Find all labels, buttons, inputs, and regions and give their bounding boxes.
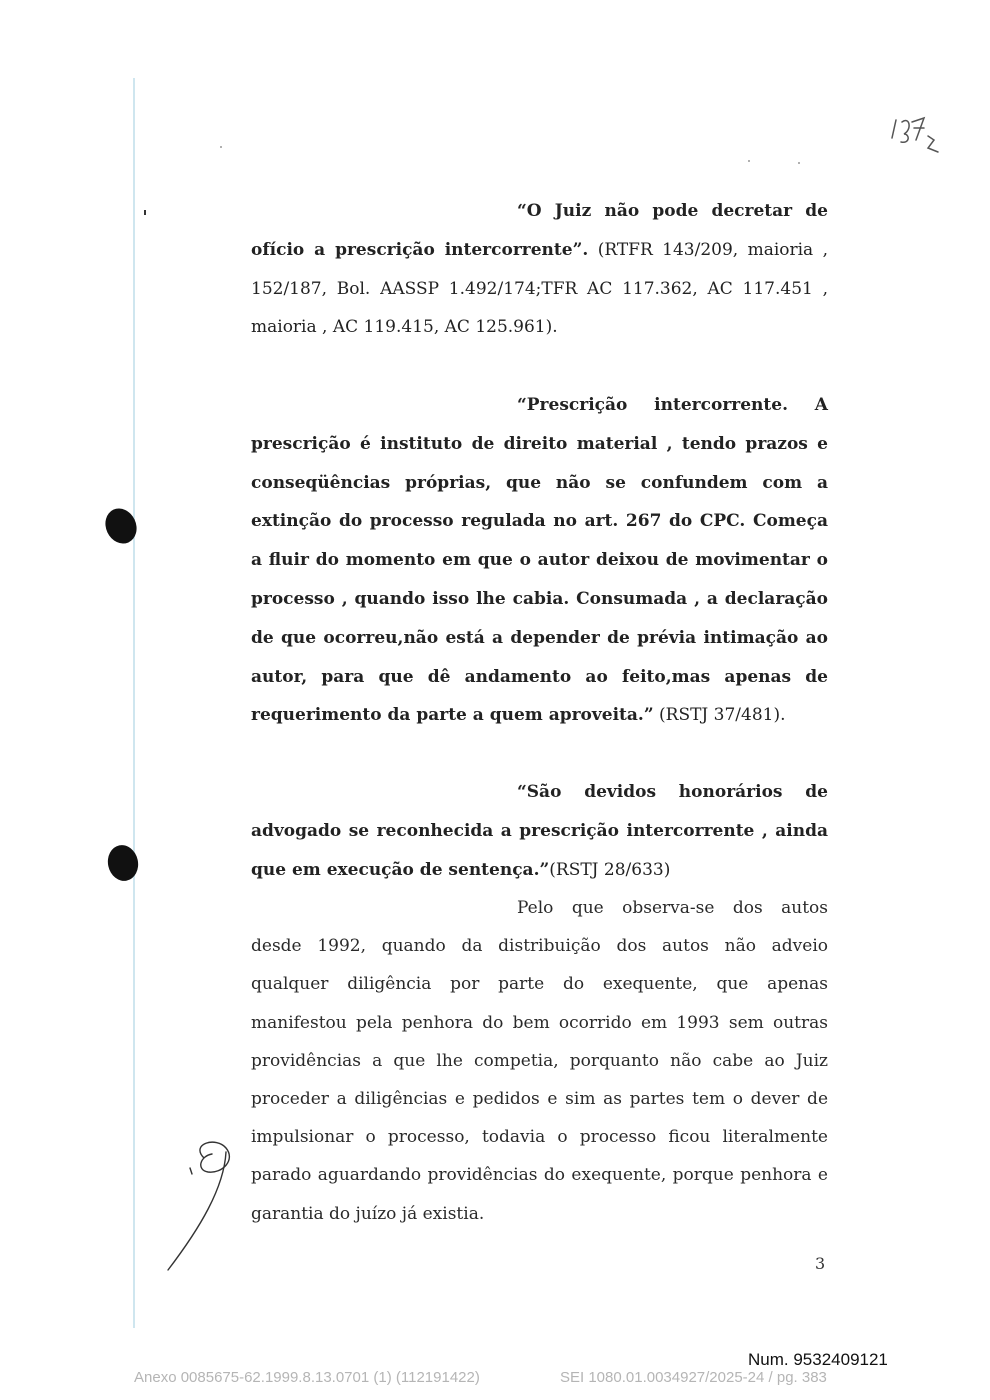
punch-hole-upper xyxy=(100,503,142,548)
argument-paragraph xyxy=(251,889,828,1233)
jurisprudence-quote-2 xyxy=(251,386,828,735)
speck xyxy=(220,146,222,148)
margin-mark xyxy=(144,210,146,215)
page-number: 3 xyxy=(815,1254,826,1273)
speck xyxy=(798,162,800,164)
document-number: Num. 9532409121 xyxy=(748,1350,888,1369)
speck xyxy=(748,160,750,162)
quote-2-text: “Prescrição intercorrente. A prescrição é instituto de direito material , tendo prazos e conseqüências próprias, que não se confundem com a extinção do processo regulada no art. 267 do CPC. Começa a fluir do momento em que o autor deixou de movimentar o processo , quando isso lhe cabia. Consumada , a declaração de que ocorreu,não está a depender de prévia intimação ao autor, para que dê andamento ao feito,mas apenas de requerimento da parte a quem aproveita.” xyxy=(251,395,828,726)
jurisprudence-quote-3 xyxy=(251,773,828,889)
handwritten-signature xyxy=(160,1138,240,1278)
punch-hole-lower xyxy=(105,842,142,883)
sei-reference: SEI 1080.01.0034927/2025-24 / pg. 383 xyxy=(560,1369,827,1386)
quote-3-text: “São devidos honorários de advogado se reconhecida a prescrição intercorrente , ainda que em execução de sentença.” xyxy=(251,782,828,880)
quote-3-citation: (RSTJ 28/633) xyxy=(549,859,671,880)
annex-reference: Anexo 0085675-62.1999.8.13.0701 (1) (112191422) xyxy=(134,1369,480,1386)
quote-1-text: “O Juiz não pode decretar de ofício a prescrição intercorrente”. xyxy=(251,201,828,260)
argument-paragraph-text: Pelo que observa-se dos autos desde 1992, quando da distribuição dos autos não adveio qualquer diligência por parte do exequente, que apenas manifestou pela penhora do bem ocorrido em 1993 sem outras providências a que lhe competia, porquanto não cabe ao Juiz proceder a diligências e pedidos e sim as partes tem o dever de impulsionar o processo, todavia o processo ficou literalmente parado aguardando providências do exequente, porque penhora e garantia do juízo já existia. xyxy=(251,898,828,1224)
folio-stamp-handwritten xyxy=(884,108,944,160)
quote-2-citation: (RSTJ 37/481). xyxy=(653,705,786,726)
margin-line xyxy=(133,78,135,1328)
jurisprudence-quote-1 xyxy=(251,192,828,347)
quote-1-citation: (RTFR 143/209, maioria , 152/187, Bol. AASSP 1.492/174;TFR AC 117.362, AC 117.451 , maioria , AC 119.415, AC 125.961). xyxy=(251,239,828,338)
